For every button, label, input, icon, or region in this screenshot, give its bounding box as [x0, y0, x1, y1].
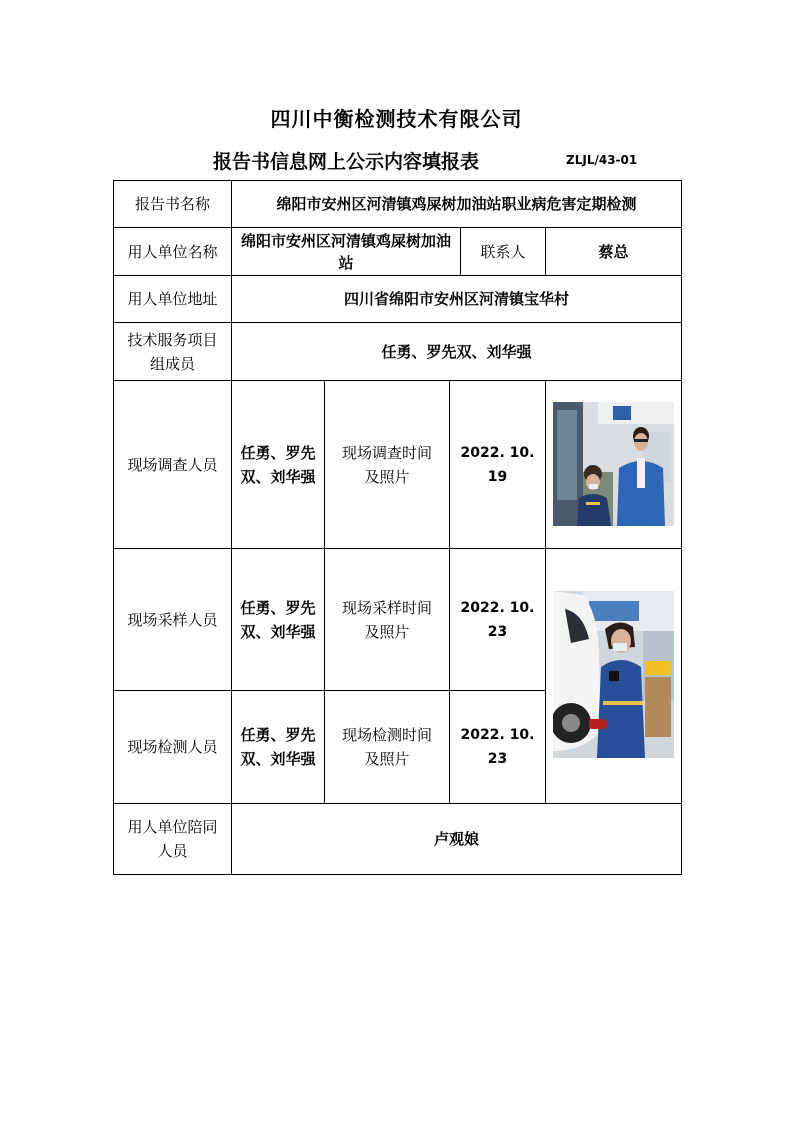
form-code: ZLJL/43-01 [566, 153, 638, 167]
survey-people: 任勇、罗先双、刘华强 [240, 443, 316, 486]
company-title: 四川中衡检测技术有限公司 [270, 107, 523, 131]
report-name-label: 报告书名称 [134, 195, 210, 213]
contact-label: 联系人 [480, 242, 526, 261]
sampling-date: 2022. 10. 23 [460, 599, 535, 640]
employer-name-label: 用人单位名称 [127, 242, 218, 261]
survey-date: 2022. 10. 19 [460, 444, 535, 485]
contact-value: 蔡总 [598, 242, 629, 261]
survey-label: 现场调查人员 [127, 455, 218, 474]
sampling-people: 任勇、罗先双、刘华强 [240, 598, 316, 641]
employer-address-label: 用人单位地址 [127, 290, 218, 308]
survey-time-label: 现场调查时间及照片 [341, 443, 432, 486]
testing-label: 现场检测人员 [127, 738, 218, 756]
accompany-value: 卢观娘 [433, 830, 479, 848]
sampling-time-label: 现场采样时间及照片 [341, 598, 432, 641]
sampling-label: 现场采样人员 [127, 610, 218, 629]
accompany-label: 用人单位陪同人员 [127, 818, 218, 860]
testing-people: 任勇、罗先双、刘华强 [240, 726, 316, 768]
employer-name-value: 绵阳市安州区河清镇鸡屎树加油站 [240, 231, 451, 272]
testing-date: 2022. 10. 23 [460, 727, 535, 767]
survey-photo [553, 402, 674, 526]
sampling-photo [553, 591, 674, 758]
form-title: 报告书信息网上公示内容填报表 [213, 151, 480, 173]
team-members-value: 任勇、罗先双、刘华强 [381, 342, 532, 361]
employer-address-value: 四川省绵阳市安州区河清镇宝华村 [343, 290, 569, 308]
report-name-value: 绵阳市安州区河清镇鸡屎树加油站职业病危害定期检测 [276, 195, 637, 213]
team-members-label: 技术服务项目组成员 [127, 330, 218, 373]
testing-time-label: 现场检测时间及照片 [341, 726, 432, 768]
